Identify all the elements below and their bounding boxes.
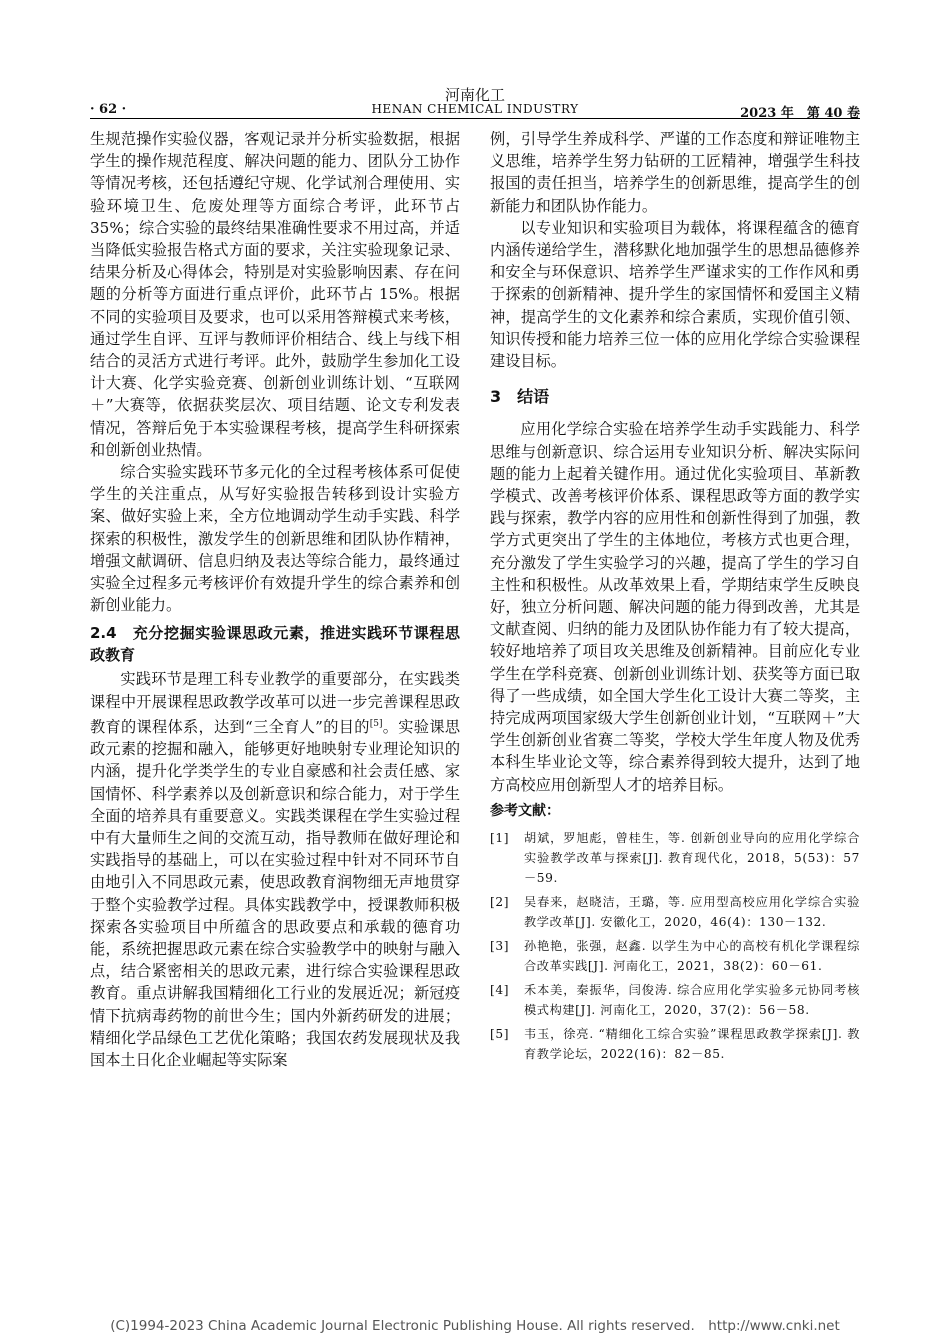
journal-title-en: HENAN CHEMICAL INDUSTRY [371, 102, 579, 116]
copyright-footer: (C)1994-2023 China Academic Journal Electronic Publishing House. All rights reserved. http://www.cnki.net [110, 1318, 840, 1334]
reference-text: 吴春来，赵晓洁，王璐，等. 应用型高校应用化学综合实验教学改革[J]. 安徽化工，2020，46(4)：130－132. [524, 895, 860, 930]
reference-item [490, 980, 860, 1020]
conclusion-heading: 3 结语 [490, 387, 550, 407]
page-header [90, 84, 860, 122]
paragraph-text: 。实验课思政元素的挖掘和融入，能够更好地映射专业理论知识的内涵，提升化学类学生的专业自豪感和社会责任感、家国情怀、科学素养以及创新意识和综合能力，对于学生全面的培养具有重要意义。实践类课程在学生实验过程中有大量师生之间的交流互动，指导教师在做好理论和实践指导的基础上，可以在实验过程中针对不同环节自由地引入不同思政元素，使思政教育润物细无声地贯穿于整个实验教学过程。具体实践教学中，授课教师积极探索各实验项目中所蕴含的思政要点和承载的德育功能，系统把握思政元素在综合实验教学中的映射与融入点，结合紧密相关的思政元素，进行综合实验课程思政教育。重点讲解我国精细化工行业的发展近况；新冠疫情下抗病毒药物的前世今生；国内外新药研发的进展；精细化学品绿色工艺优化策略；我国农药发展现状及我国本土日化企业崛起等实际案 [90, 717, 461, 1069]
section-heading: 2.4 充分挖掘实验课思政元素，推进实践环节课程思政教育 [90, 624, 460, 665]
volume-info: 2023 年 第 40 卷 [740, 106, 860, 121]
citation-ref[interactable]: [5] [369, 718, 383, 729]
paragraph: 应用化学综合实验在培养学生动手实践能力、科学思维与创新意识、综合运用专业知识分析、解决实际问题的能力上起着关键作用。通过优化实验项目、革新教学模式、改善考核评价体系、课程思政等方面的教学实践与探索，教学内容的应用性和创新性得到了加强，教学方式更突出了学生的主体地位，考核方式也更合理，充分激发了学生实验学习的兴趣，提高了学生的学习自主性和积极性。从改革效果上看，学期结束学生反映良好，独立分析问题、解决问题的能力得到改善，尤其是文献查阅、归纳的能力及团队协作能力有了较大提高，较好地培养了项目攻关思维及创新精神。目前应化专业学生在学科竞赛、创新创业训练计划、获奖等方面已取得了一些成绩，如全国大学生化工设计大赛二等奖，主持完成两项国家级大学生创新创业计划，“互联网＋”大学生创新创业省赛二等奖，学校大学生年度人物及优秀本科生毕业论文等，综合素养得到较大提升，达到了地方高校应用创新型人才的培养目标。 [490, 420, 860, 794]
reference-number: [1] [490, 831, 510, 846]
reference-text: 胡斌，罗旭彪，曾桂生，等. 创新创业导向的应用化学综合实验教学改革与探索[J]. 教育现代化，2018，5(53)：57－59. [524, 831, 860, 886]
reference-number: [5] [490, 1027, 510, 1042]
reference-item [490, 936, 860, 976]
reference-text: 孙艳艳，张强，赵鑫. 以学生为中心的高校有机化学课程综合改革实践[J]. 河南化工，2021，38(2)：60－61. [524, 939, 860, 974]
paragraph: 生规范操作实验仪器，客观记录并分析实验数据，根据学生的操作规范程度、解决问题的能力、团队分工协作等情况考核，还包括遵纪守规、化学试剂合理使用、实验环境卫生、危废处理等方面综合考评，此环节占 35%；综合实验的最终结果准确性要求不用过高，并适当降低实验报告格式方面的要求，关注实验现象记录、结果分析及心得体会，特别是对实验影响因素、存在问题的分析等方面进行重点评价，此环节占 15%。根据不同的实验项目及要求，也可以采用答辩模式来考核，通过学生自评、互评与教师评价相结合、线上与线下相结合的灵活方式进行考评。此外，鼓励学生参加化工设计大赛、化学实验竞赛、创新创业训练计划、“互联网＋”大赛等，依据获奖层次、项目结题、论文专利发表情况，答辩后免于本实验课程考核，提高学生科研探索和创新创业热情。 [90, 130, 460, 459]
reference-number: [3] [490, 939, 510, 954]
reference-text: 韦玉，徐亮. “精细化工综合实验”课程思政教学探索[J]. 教育教学论坛，2022(16)：82－85. [524, 1027, 860, 1062]
journal-title-cn: 河南化工 [444, 86, 505, 104]
reference-number: [2] [490, 895, 510, 910]
references-title: 参考文献： [490, 802, 560, 819]
paragraph: 以专业知识和实验项目为载体，将课程蕴含的德育内涵传递给学生，潜移默化地加强学生的思想品德修养和安全与环保意识、培养学生严谨求实的工作作风和勇于探索的创新精神、提升学生的家国情怀和爱国主义精神，提高学生的文化素养和综合素质，实现价值引领、知识传授和能力培养三位一体的应用化学综合实验课程建设目标。 [490, 218, 860, 371]
right-column [490, 128, 860, 1068]
reference-item [490, 1024, 860, 1064]
paragraph: 例，引导学生养成科学、严谨的工作态度和辩证唯物主义思维，培养学生努力钻研的工匠精神，增强学生科技报国的责任担当，培养学生的创新思维，提高学生的创新能力和团队协作能力。 [490, 130, 860, 215]
reference-number: [4] [490, 983, 510, 998]
reference-text: 禾本美，秦振华，闫俊涛. 综合应用化学实验多元协同考核模式构建[J]. 河南化工，2020，37(2)：56－58. [524, 983, 860, 1018]
left-column [90, 128, 460, 1071]
header-rule [90, 118, 860, 119]
reference-item [490, 828, 860, 888]
paragraph-text: 实践环节是理工科专业教学的重要部分，在实践类课程中开展课程思政教学改革可以进一步完善课程思政教育的课程体系，达到“三全育人”的目的 [90, 670, 460, 736]
page-number: · 62 · [90, 102, 127, 117]
paragraph: 综合实验实践环节多元化的全过程考核体系可促使学生的关注重点，从写好实验报告转移到设计实验方案、做好实验上来，全方位地调动学生动手实践、科学探索的积极性，激发学生的创新思维和团队协作精神，增强文献调研、信息归纳及表达等综合能力，最终通过实验全过程多元考核评价有效提升学生的综合素养和创新创业能力。 [90, 463, 460, 615]
reference-item [490, 892, 860, 932]
reference-list [490, 828, 860, 1064]
paragraph [90, 668, 460, 1071]
